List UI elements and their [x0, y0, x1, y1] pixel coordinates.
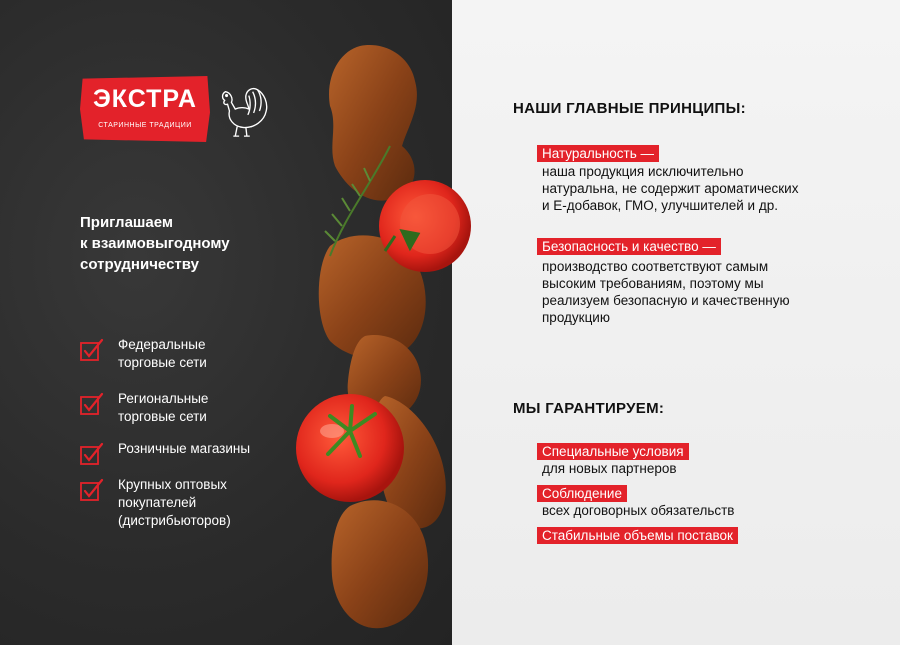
description-line: наша продукция исключительно	[542, 164, 744, 179]
channel-line: покупателей	[118, 495, 197, 510]
brand-logo	[80, 76, 210, 142]
guarantee-description: всех договорных обязательств	[542, 503, 735, 518]
description-line: и Е-добавок, ГМО, улучшителей и др.	[542, 198, 778, 213]
brand-name: ЭКСТРА	[93, 85, 197, 113]
principle-description	[542, 163, 842, 214]
description-line: натуральна, не содержит ароматических	[542, 181, 799, 196]
guarantee-tag: Специальные условия	[537, 443, 689, 460]
guarantees-title: МЫ ГАРАНТИРУЕМ:	[513, 400, 665, 417]
list-item	[80, 336, 320, 370]
principles-title: НАШИ ГЛАВНЫЕ ПРИНЦИПЫ:	[513, 100, 746, 117]
invite-line-2: к взаимовыгодному	[80, 235, 230, 252]
description-line: реализуем безопасную и качественную	[542, 293, 790, 308]
principle-tag: Натуральность —	[537, 145, 659, 162]
channel-line: торговые сети	[118, 409, 207, 424]
channel-line: (дистрибьюторов)	[118, 513, 231, 528]
list-item	[80, 390, 320, 424]
list-item	[80, 476, 320, 528]
guarantee-description: для новых партнеров	[542, 461, 677, 476]
food-photo	[290, 36, 490, 645]
brand-tagline: СТАРИННЫЕ ТРАДИЦИИ	[98, 122, 192, 129]
checkbox-check-icon	[80, 478, 104, 502]
principle-description	[542, 258, 842, 326]
channel-line: Розничные магазины	[118, 441, 251, 456]
invite-line-3: сотрудничеству	[80, 256, 199, 273]
principle-tag: Безопасность и качество —	[537, 238, 721, 255]
description-line: высоким требованиям, поэтому мы	[542, 276, 764, 291]
checkbox-check-icon	[80, 392, 104, 416]
channel-line: торговые сети	[118, 355, 207, 370]
checkbox-check-icon	[80, 338, 104, 362]
invite-heading	[80, 212, 300, 275]
description-line: производство соответствуют самым	[542, 259, 769, 274]
channel-line: Федеральные	[118, 337, 206, 352]
description-line: продукцию	[542, 310, 610, 325]
guarantee-tag: Соблюдение	[537, 485, 627, 502]
guarantee-tag: Стабильные объемы поставок	[537, 527, 738, 544]
invite-line-1: Приглашаем	[80, 214, 173, 231]
channel-line: Региональные	[118, 391, 209, 406]
channel-line: Крупных оптовых	[118, 477, 227, 492]
turkey-icon	[214, 82, 272, 140]
checkbox-check-icon	[80, 442, 104, 466]
list-item	[80, 440, 320, 460]
